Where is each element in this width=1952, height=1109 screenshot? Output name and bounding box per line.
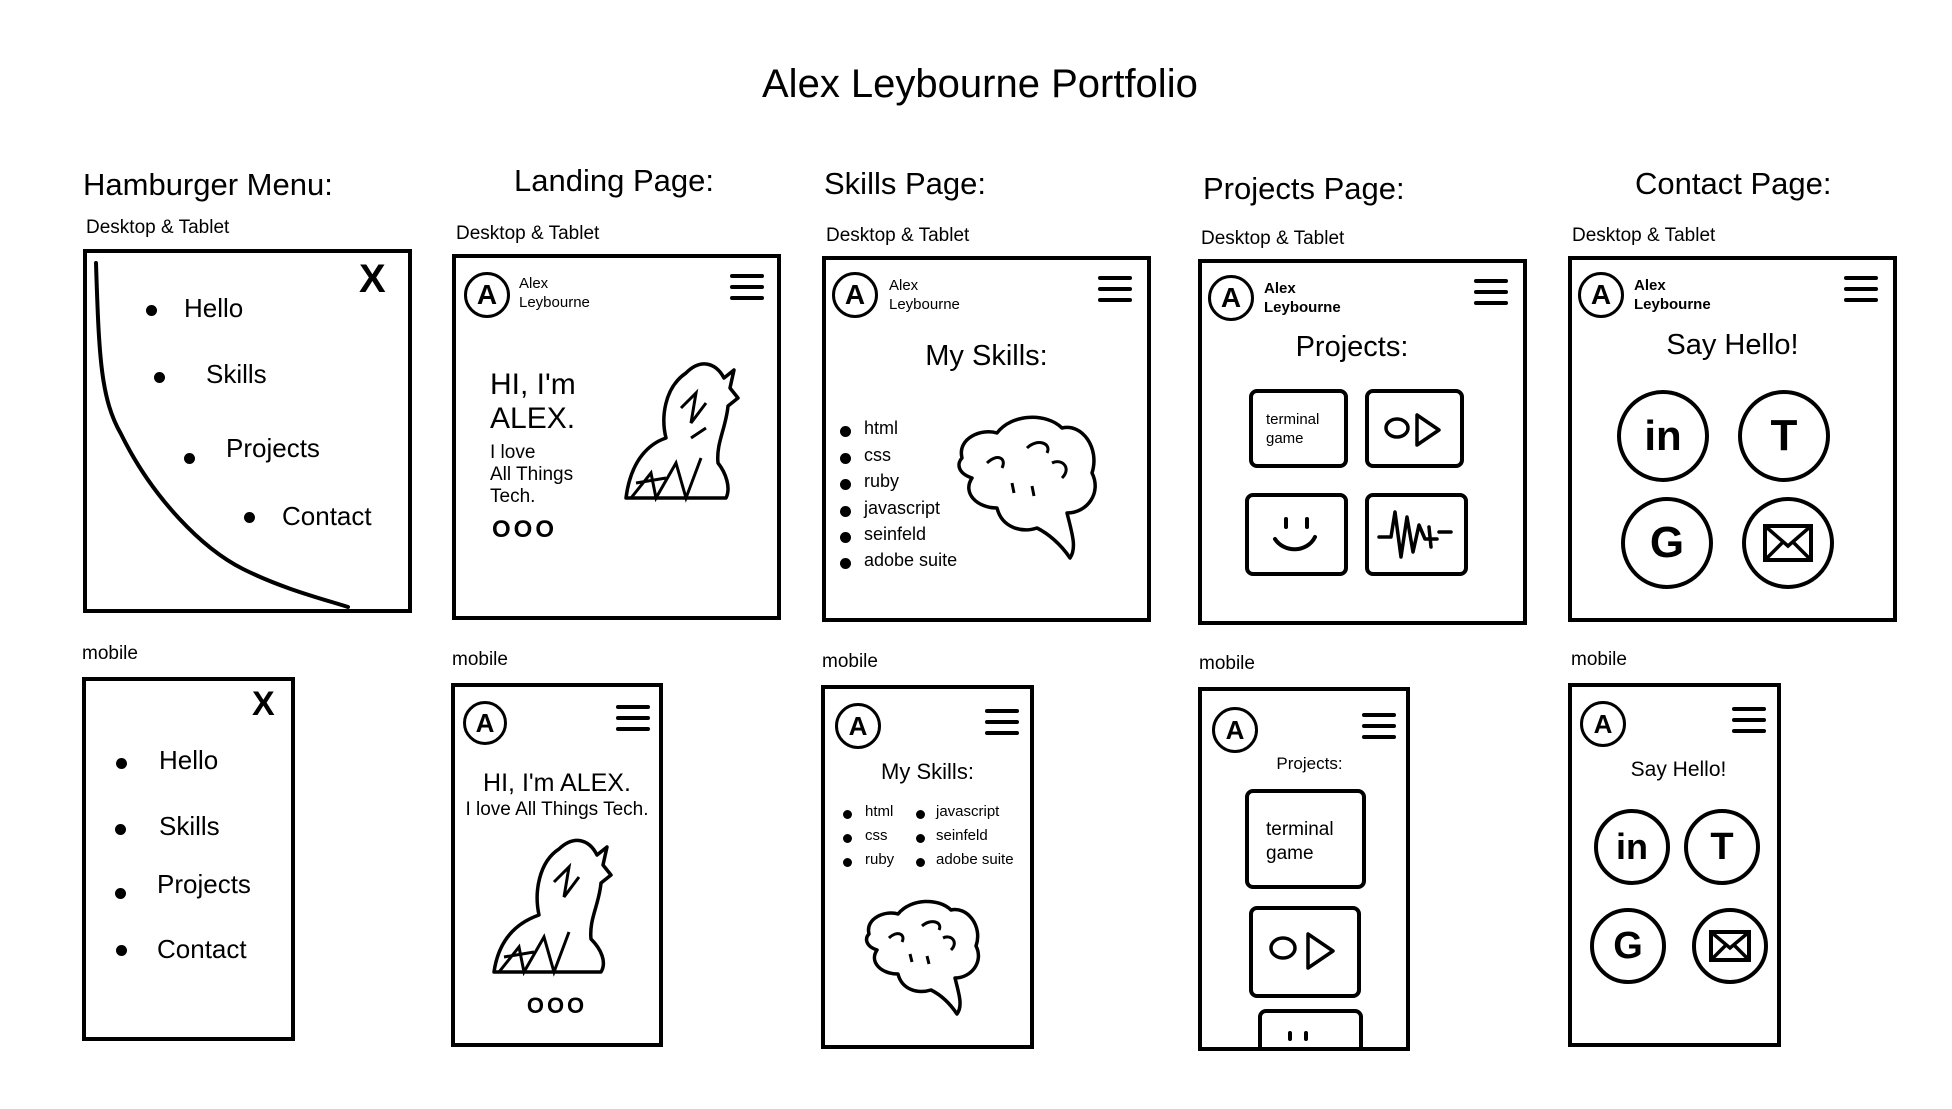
desktop-label-landing: Desktop & Tablet — [456, 223, 600, 244]
tile-label-line1: terminal — [1266, 411, 1320, 428]
bullet-dot — [116, 758, 127, 769]
bullet-dot — [843, 834, 852, 843]
hamburger-menu-title: Hamburger Menu: — [83, 167, 333, 202]
hamburger-icon[interactable] — [1098, 276, 1132, 309]
github-icon[interactable]: G — [1590, 908, 1666, 984]
brain-sketch — [952, 408, 1102, 568]
hamburger-icon[interactable] — [1474, 279, 1508, 312]
desktop-label-hamburger: Desktop & Tablet — [86, 217, 230, 238]
mobile-label-hamburger: mobile — [82, 643, 138, 664]
hero-sub-line1: I love — [490, 442, 536, 463]
hero-sub-line3: Tech. — [490, 486, 536, 507]
hamburger-desktop-wireframe — [83, 249, 412, 613]
brand-last-name: Leybourne — [889, 296, 960, 313]
project-tile-video[interactable] — [1249, 906, 1361, 998]
bullet-dot — [843, 858, 852, 867]
projects-heading: Projects: — [1276, 754, 1343, 773]
skill-item: css — [865, 827, 888, 844]
landing-desktop-wireframe — [452, 254, 781, 620]
bullet-dot — [244, 512, 255, 523]
close-icon[interactable]: X — [359, 257, 386, 301]
carousel-dots[interactable]: OOO — [526, 993, 588, 1018]
portrait-sketch — [489, 827, 619, 977]
hamburger-icon[interactable] — [616, 705, 650, 738]
logo-icon[interactable]: A — [832, 272, 878, 318]
project-tile-video[interactable] — [1365, 389, 1464, 468]
landing-page-title: Landing Page: — [514, 163, 714, 198]
bullet-dot — [115, 888, 126, 899]
linkedin-icon[interactable]: in — [1594, 809, 1670, 885]
contact-heading: Say Hello! — [1666, 329, 1799, 361]
skills-desktop-wireframe — [822, 256, 1151, 622]
bullet-dot — [916, 834, 925, 843]
brand-first-name: Alex — [1634, 277, 1666, 294]
waveform-icon — [1369, 497, 1464, 572]
mobile-label-landing: mobile — [452, 649, 508, 670]
bullet-dot — [843, 810, 852, 819]
bullet-dot — [115, 824, 126, 835]
hero-heading-line1: HI, I'm — [490, 368, 576, 401]
hamburger-icon[interactable] — [985, 709, 1019, 742]
desktop-label-contact: Desktop & Tablet — [1572, 225, 1716, 246]
projects-mobile-wireframe — [1198, 687, 1410, 1051]
skill-item: javascript — [936, 803, 1000, 820]
logo-icon[interactable]: A — [1578, 272, 1624, 318]
mail-icon[interactable] — [1742, 497, 1834, 589]
skill-item: css — [864, 445, 891, 465]
brand-first-name: Alex — [519, 275, 549, 292]
bullet-dot — [184, 453, 195, 464]
logo-icon[interactable]: A — [835, 703, 881, 749]
hamburger-mobile-wireframe — [82, 677, 295, 1041]
portrait-sketch — [606, 348, 736, 508]
brand-first-name: Alex — [889, 277, 919, 294]
tile-label-line1: terminal — [1266, 819, 1334, 840]
bullet-dot — [840, 479, 851, 490]
project-tile-smile[interactable] — [1245, 493, 1348, 576]
skill-item: adobe suite — [864, 550, 958, 570]
desktop-label-skills: Desktop & Tablet — [826, 225, 970, 246]
skills-heading: My Skills: — [925, 340, 1048, 372]
project-tile-terminal-game[interactable] — [1245, 789, 1366, 889]
brand-first-name: Alex — [1264, 280, 1296, 297]
contact-page-title: Contact Page: — [1635, 166, 1832, 201]
skill-item: html — [864, 418, 899, 438]
menu-item-hello[interactable]: Hello — [184, 293, 244, 323]
page-title: Alex Leybourne Portfolio — [762, 62, 1198, 106]
logo-icon[interactable]: A — [1212, 707, 1258, 753]
envelope-glyph — [1763, 524, 1813, 562]
bullet-dot — [840, 558, 851, 569]
menu-curve — [83, 249, 412, 613]
skill-item: html — [865, 803, 894, 820]
mail-icon[interactable] — [1692, 908, 1768, 984]
skills-page-title: Skills Page: — [824, 166, 986, 201]
projects-heading: Projects: — [1295, 331, 1409, 363]
menu-item-skills[interactable]: Skills — [206, 359, 267, 389]
projects-page-title: Projects Page: — [1203, 171, 1405, 206]
github-icon[interactable]: G — [1621, 497, 1713, 589]
smile-icon — [1249, 497, 1344, 572]
project-tile-smile[interactable] — [1258, 1009, 1363, 1051]
bullet-dot — [154, 372, 165, 383]
menu-item-contact[interactable]: Contact — [282, 501, 372, 531]
brand-last-name: Leybourne — [519, 294, 590, 311]
bullet-dot — [916, 810, 925, 819]
close-icon[interactable]: X — [252, 685, 275, 723]
project-tile-terminal-game[interactable] — [1249, 389, 1348, 468]
skill-item: seinfeld — [864, 524, 927, 544]
contact-mobile-wireframe — [1568, 683, 1781, 1047]
menu-item-contact[interactable]: Contact — [157, 934, 247, 964]
projects-desktop-wireframe — [1198, 259, 1527, 625]
brand-last-name: Leybourne — [1634, 296, 1711, 313]
mobile-label-projects: mobile — [1199, 653, 1255, 674]
hamburger-icon[interactable] — [1732, 707, 1766, 740]
logo-icon[interactable]: A — [1580, 701, 1626, 747]
mobile-label-contact: mobile — [1571, 649, 1627, 670]
menu-item-hello[interactable]: Hello — [159, 745, 219, 775]
hamburger-icon[interactable] — [730, 274, 764, 307]
menu-item-projects[interactable]: Projects — [157, 869, 251, 899]
menu-item-projects[interactable]: Projects — [226, 433, 320, 463]
contact-desktop-wireframe — [1568, 256, 1897, 622]
project-tile-audio[interactable] — [1365, 493, 1468, 576]
bullet-dot — [116, 945, 127, 956]
logo-icon[interactable]: A — [1208, 275, 1254, 321]
brand-last-name: Leybourne — [1264, 299, 1341, 316]
smile-icon — [1262, 1013, 1359, 1051]
bullet-dot — [840, 506, 851, 517]
landing-mobile-wireframe — [451, 683, 663, 1047]
skills-mobile-wireframe — [821, 685, 1034, 1049]
bullet-dot — [146, 305, 157, 316]
twitter-icon[interactable]: T — [1684, 809, 1760, 885]
skill-item: adobe suite — [936, 851, 1014, 868]
hero-subheading: I love All Things Tech. — [465, 799, 649, 820]
hero-sub-line2: All Things — [490, 464, 574, 485]
brain-sketch — [861, 894, 991, 1019]
skill-item: javascript — [864, 498, 941, 518]
envelope-glyph — [1709, 930, 1751, 962]
skill-item: ruby — [865, 851, 895, 868]
tile-label-line2: game — [1266, 430, 1304, 447]
play-icon — [1369, 393, 1460, 464]
mobile-label-skills: mobile — [822, 651, 878, 672]
play-icon — [1253, 910, 1357, 994]
contact-heading: Say Hello! — [1630, 758, 1727, 781]
hamburger-icon[interactable] — [1844, 276, 1878, 309]
desktop-label-projects: Desktop & Tablet — [1201, 228, 1345, 249]
logo-icon[interactable]: A — [463, 701, 507, 745]
twitter-icon[interactable]: T — [1738, 390, 1830, 482]
skill-item: ruby — [864, 471, 900, 491]
tile-label-line2: game — [1266, 843, 1314, 864]
hero-heading-line2: ALEX. — [490, 402, 576, 435]
bullet-dot — [916, 858, 925, 867]
hamburger-icon[interactable] — [1362, 713, 1396, 746]
skills-heading: My Skills: — [881, 759, 974, 784]
bullet-dot — [840, 426, 851, 437]
hero-heading: HI, I'm ALEX. — [483, 769, 631, 797]
bullet-dot — [840, 453, 851, 464]
menu-item-skills[interactable]: Skills — [159, 811, 220, 841]
carousel-dots[interactable]: OOO — [492, 516, 558, 543]
bullet-dot — [840, 532, 851, 543]
linkedin-icon[interactable]: in — [1617, 390, 1709, 482]
skill-item: seinfeld — [936, 827, 988, 844]
logo-icon[interactable]: A — [464, 272, 510, 318]
